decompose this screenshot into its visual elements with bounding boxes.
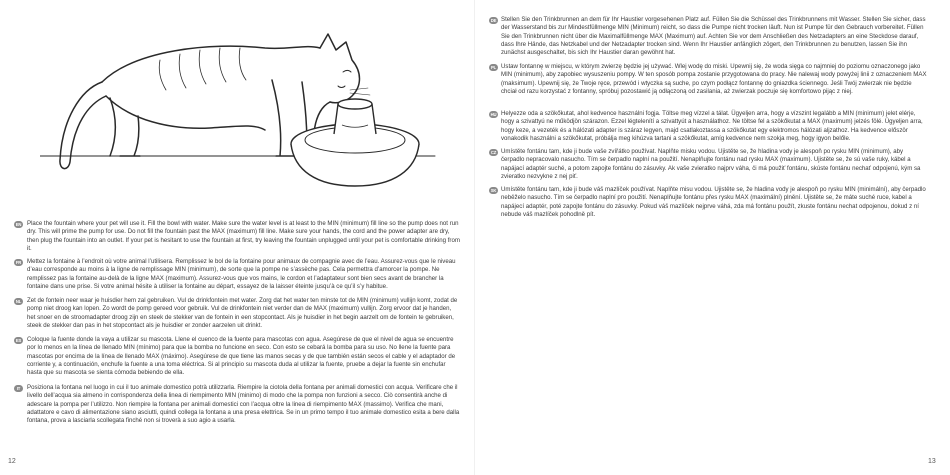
instruction-nl xyxy=(14,297,460,330)
instruction-en xyxy=(14,220,460,253)
cat-back xyxy=(102,46,320,82)
language-badge-sk: SK xyxy=(490,187,497,193)
instruction-text: Umístěte fontánu tam, kde ji bude váš mazlíček používat. Naplňte misu vodou. Ujistěte se, že hladina vody je alespoň po rysku MIN (minimální), aby čerpadlo neběželo nasucho. Tím se čerpadlo naplní pro použití. Nenaplňujte fontánu přes rysku MAX (maximální) plnění. Ujistěte se, že máte suché ruce, kabel a napájecí adaptér, poté zapojte fontánu do zásuvky. Pokud váš mazlíček nejprve váhá, zda má fontánu použít, zkuste fontánu nechat odpojenou, dokud z ní nebude váš mazlíček pohodlně pít. xyxy=(501,186,926,218)
instruction-text: Helyezze oda a szökőkutat, ahol kedvence használni fogja. Töltse meg vízzel a tálat. Ügyeljen arra, hogy a vízszint legalább a MIN (minimum) jelet elérje, hogy a szivattyú ne működjön szárazon. Ezzel légtelenítí a szivattyút a használathoz. Ne töltse fel a szökőkutat a MAX (maximum) jelzés fölé. Ügyeljen arra, hogy keze, a vezeték és a hálózati adapter is száraz legyen, majd csatlakoztassa a szökőkutat egy elektromos hálózati aljzathoz. Ha kedvence először vonakodik használni a szökőkutat, próbálja meg kihúzva tartani a szökőkutat, amíg kedvence nem szokja meg, hogy igyon belőle. xyxy=(501,110,923,142)
language-badge-en: EN xyxy=(15,221,22,227)
instruction-es xyxy=(14,336,460,377)
instruction-hu xyxy=(489,110,927,143)
instruction-text: Place the fountain where your pet will use it. Fill the bowl with water. Make sure the water level is at least to the MIN (minimum) fill line so the pump does not run dry. This will prime the pump for use. Do not fill the fountain past the MAX (maximum) fill line. Make sure your hands, the cord and the power adapter are dry, then plug the fountain into an outlet. If your pet is hesitant to use the fountain at first, try leaving the fountain unplugged until your pet is comfortable drinking from it. xyxy=(27,220,460,252)
instruction-pl xyxy=(489,63,927,96)
language-badge-de: DE xyxy=(490,17,497,23)
instruction-text: Posiziona la fontana nel luogo in cui il tuo animale domestico potrà utilizzarla. Riempire la ciotola della fontana per animali domestici con acqua. Verificare che il livello dell’acqua sia almeno in corrispondenza della linea di riempimento MIN (minimo) di modo che la pompa non funzioni a secco. Ciò consentirà anche di adescare la pompa per l’utilizzo. Non riempire la fontana per animali domestici con l’acqua oltre la linea di riempimento MAX (massimo). Verifica che mani, adattatore e cavo di alimentazione siano asciutti, quindi collega la fontana a una presa elettrica. Se in un primo tempo il tuo animale domestico esita a bere dalla fontana, prova a lasciarla scollegata finché non si troverà a suo agio a usarla. xyxy=(27,384,460,425)
language-badge-fr: FR xyxy=(15,259,22,265)
page-number-right: 13 xyxy=(928,458,936,465)
instruction-sk xyxy=(489,186,927,219)
pet-fountain xyxy=(291,99,419,186)
page-number-left: 12 xyxy=(8,458,16,465)
instruction-de xyxy=(489,16,927,57)
language-badge-cz: CZ xyxy=(490,149,497,155)
instruction-text: Ustaw fontannę w miejscu, w którym zwierzę będzie jej używać. Wlej wodę do miski. Upewnij się, że woda sięga co najmniej do poziomu oznaczonego jako MIN (minimum), aby zapobiec wysuszeniu pompy. W ten sposób pompa zostanie przygotowana do pracy. Nie nalewaj wody powyżej linii z oznaczeniem MAX (maksimum). Upewnij się, że Twoje ręce, przewód i wtyczka są suche, po czym podłącz fontannę do gniazdka ściennego. Jeśli Twój zwierzak nie będzie chciał od razu korzystać z fontanny, spróbuj pozostawić ją odłączoną od zasilania, aż zwierzak poczuje się komfortowo pijąc z niej. xyxy=(501,63,927,95)
cat-hind-legs xyxy=(110,98,140,156)
instruction-text: Mettez la fontaine à l’endroit où votre animal l’utilisera. Remplissez le bol de la fontaine pour animaux de compagnie avec de l’eau. Assurez-vous que le niveau d’eau corresponde au moins à la ligne de remplissage MIN (minimum), de sorte que la pompe ne s’assèche pas. Cela permettra d’amorcer la pompe. Ne remplissez pas la fontaine au-delà de la ligne MAX (maximum). Assurez-vous que vos mains, le cordon et l’adaptateur sont bien secs avant de brancher la fontaine dans une prise. Si votre animal hésite à utiliser la fontaine au départ, essayez de la laisser éteinte jusqu’à ce qu’il s’y habitue. xyxy=(27,258,456,290)
instruction-text: Coloque la fuente donde la vaya a utilizar su mascota. Llene el cuenco de la fuente para mascotas con agua. Asegúrese de que el nivel de agua se encuentre por lo menos en la línea de llenado MIN (mínimo) para que la bomba no funcione en seco. Con esto se cebará la bomba para su uso. No llene la fuente para mascotas por encima de la línea de llenado MAX (máximo). Asegúrese de que tiene las manos secas y de que también están secos el cable y el adaptador de corriente y, a continuación, enchufe la fuente a una toma eléctrica. Si al principio su mascota duda al utilizar la fuente, pruebe a dejar la fuente sin enchufar hasta que su mascota se sienta cómoda bebiendo de ella. xyxy=(27,336,456,377)
instruction-fr xyxy=(14,258,460,291)
cat-head xyxy=(320,34,360,103)
cat-fountain-illustration xyxy=(40,20,440,200)
instruction-text: Zet de fontein neer waar je huisdier hem zal gebruiken. Vul de drinkfontein met water. Zorg dat het water ten minste tot de MIN (minimum) vullijn komt, zodat de pomp niet droog kan lopen. Zo wordt de pomp gereed voor gebruik. Vul de drinkfontein niet verder dan de MAX (maximum) vullijn. Zorg ervoor dat je handen, het snoer en de stroomadapter droog zijn en steek de stekker van de fontein in een stopcontact. Als je huisdier in het begin aarzelt om de fontein te gebruiken, steek de stekker dan pas in het stopcontact als je huisdier er zonder aarzelen uit drinkt. xyxy=(27,297,458,329)
instruction-cz xyxy=(489,148,927,181)
language-badge-hu: HU xyxy=(490,111,497,117)
language-badge-it: IT xyxy=(14,385,23,392)
language-badge-nl: NL xyxy=(15,298,22,304)
instruction-it xyxy=(14,384,460,425)
page-gutter xyxy=(474,0,475,475)
language-badge-pl: PL xyxy=(489,64,498,71)
instruction-text: Stellen Sie den Trinkbrunnen an dem für Ihr Haustier vorgesehenen Platz auf. Füllen Sie die Schüssel des Trinkbrunnens mit Wasser. Stellen Sie sicher, dass der Wasserstand bis zur Mindestfüllmenge MIN (Minimum) reicht, so dass die Pumpe nicht trocken läuft. Nun ist Pumpe für den Gebrauch vorbereitet. Füllen Sie den Trinkbrunnen nicht über die Maximalfüllmenge MAX (Maximum) auf. Achten Sie vor dem Anschließen des Netzadapters an eine Steckdose darauf, dass Ihre Hände, das Netzkabel und der Netzadapter trocken sind. Wenn Ihr Haustier anfänglich zögert, den Trinkbrunnen zu benutzen, lassen Sie ihn zunächst ausgeschaltet, bis sich Ihr Haustier daran gewöhnt hat. xyxy=(501,16,926,57)
language-badge-es: ES xyxy=(15,337,22,343)
instruction-text: Umístěte fontánu tam, kde ji bude vaše zvířátko používat. Naplňte misku vodou. Ujistěte se, že hladina vody je alespoň po rysku MIN (minimum), aby čerpadlo nepracovalo nasucho. Tím se čerpadlo naplní na použití. Nenaplňujte fontánu nad rysku MAX (maximum). Ujistěte se, že sú vaše ruky, kábel a napájací adaptér suché, a potom zapojte fontánu do zásuvky. Ak vaše zvieratko najprv váha, či má použiť fontánu, skúste fontánu nechať odpojenú, kým sa zvieratko nezvykne z nej piť. xyxy=(501,148,921,180)
